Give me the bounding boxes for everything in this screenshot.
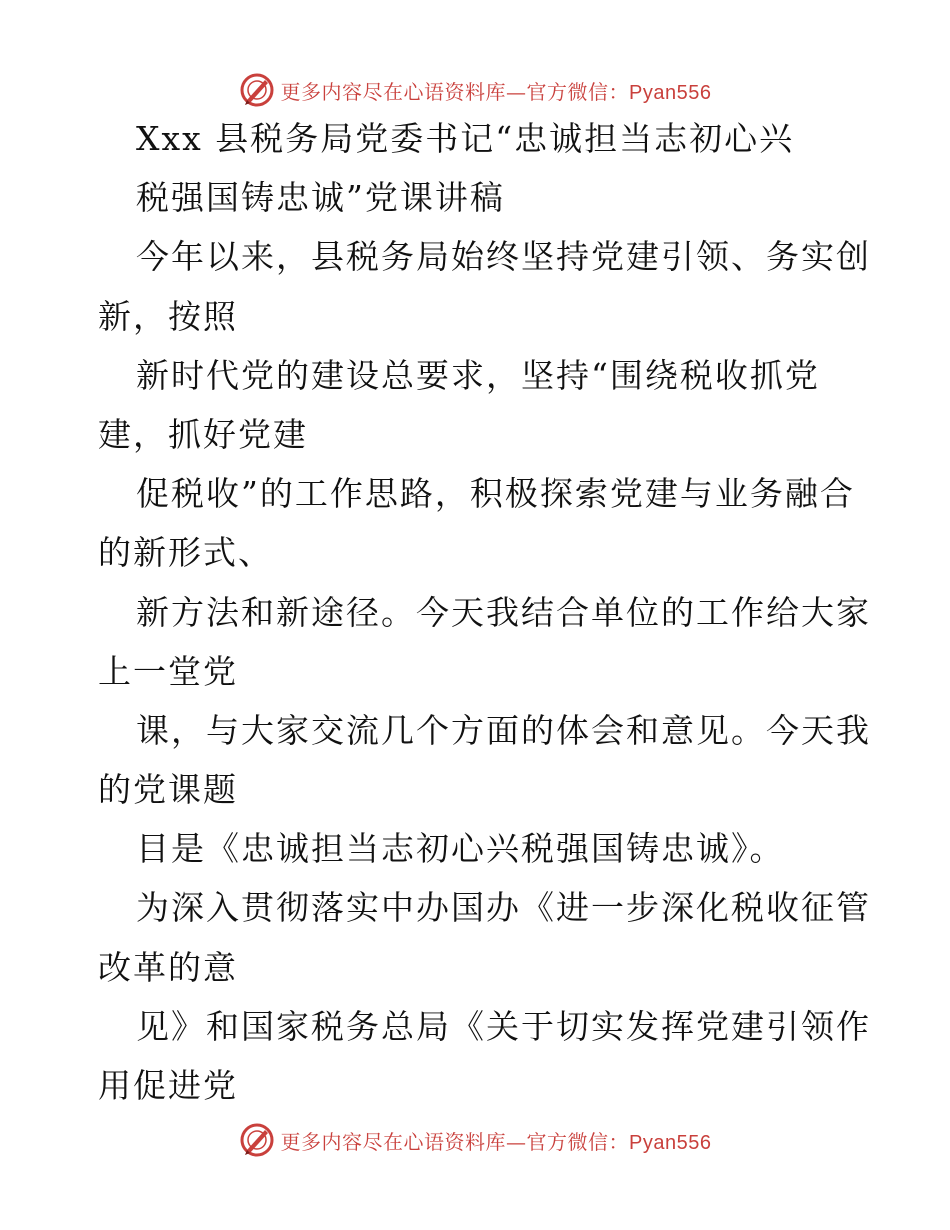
pen-logo-icon [239,72,275,108]
paragraph-line: 目是《忠诚担当志初心兴税强国铸忠诚》。 [136,829,785,869]
paragraph-line: 建，抓好党建 [98,414,308,454]
paragraph-line: 的党课题 [98,770,238,810]
document-body [98,119,871,1128]
watermark-separator: — [506,79,527,104]
title-line-2: 税强国铸忠诚”党课讲稿 [136,178,505,218]
watermark-wechat-label: 官方微信： [526,79,630,104]
paragraph-line: 课，与大家交流几个方面的体会和意见。今天我 [136,710,871,750]
watermark-main-text: 更多内容尽在心语资料库 [280,1129,507,1154]
watermark-header [0,70,950,110]
paragraph-line: 为深入贯彻落实中办国办《进一步深化税收征管 [136,888,871,928]
paragraph-line: 的新形式、 [98,533,273,573]
watermark-wechat-label: 官方微信： [526,1129,630,1154]
watermark-main-text: 更多内容尽在心语资料库 [280,79,507,104]
paragraph-line: 新方法和新途径。今天我结合单位的工作给大家 [136,592,871,632]
watermark-footer [0,1120,950,1160]
pen-logo-icon [239,1122,275,1158]
paragraph-line: 改革的意 [98,947,238,987]
title-line-1: Xxx 县税务局党委书记“忠诚担当志初心兴 [136,119,795,158]
paragraph-line: 新，按照 [98,296,238,336]
paragraph-line: 用促进党 [98,1066,238,1105]
watermark-wechat-id: Pyan556 [629,81,712,104]
paragraph-line: 促税收”的工作思路，积极探索党建与业务融合 [136,474,855,514]
paragraph-line: 新时代党的建设总要求，坚持“围绕税收抓党 [136,355,820,395]
watermark-wechat-id: Pyan556 [629,1131,712,1154]
watermark-text [281,76,712,105]
watermark-separator: — [506,1129,527,1154]
watermark-text [281,1126,712,1155]
paragraph-line: 上一堂党 [98,651,238,691]
paragraph-line: 见》和国家税务总局《关于切实发挥党建引领作 [136,1006,871,1046]
paragraph-line: 今年以来，县税务局始终坚持党建引领、务实创 [136,237,871,277]
